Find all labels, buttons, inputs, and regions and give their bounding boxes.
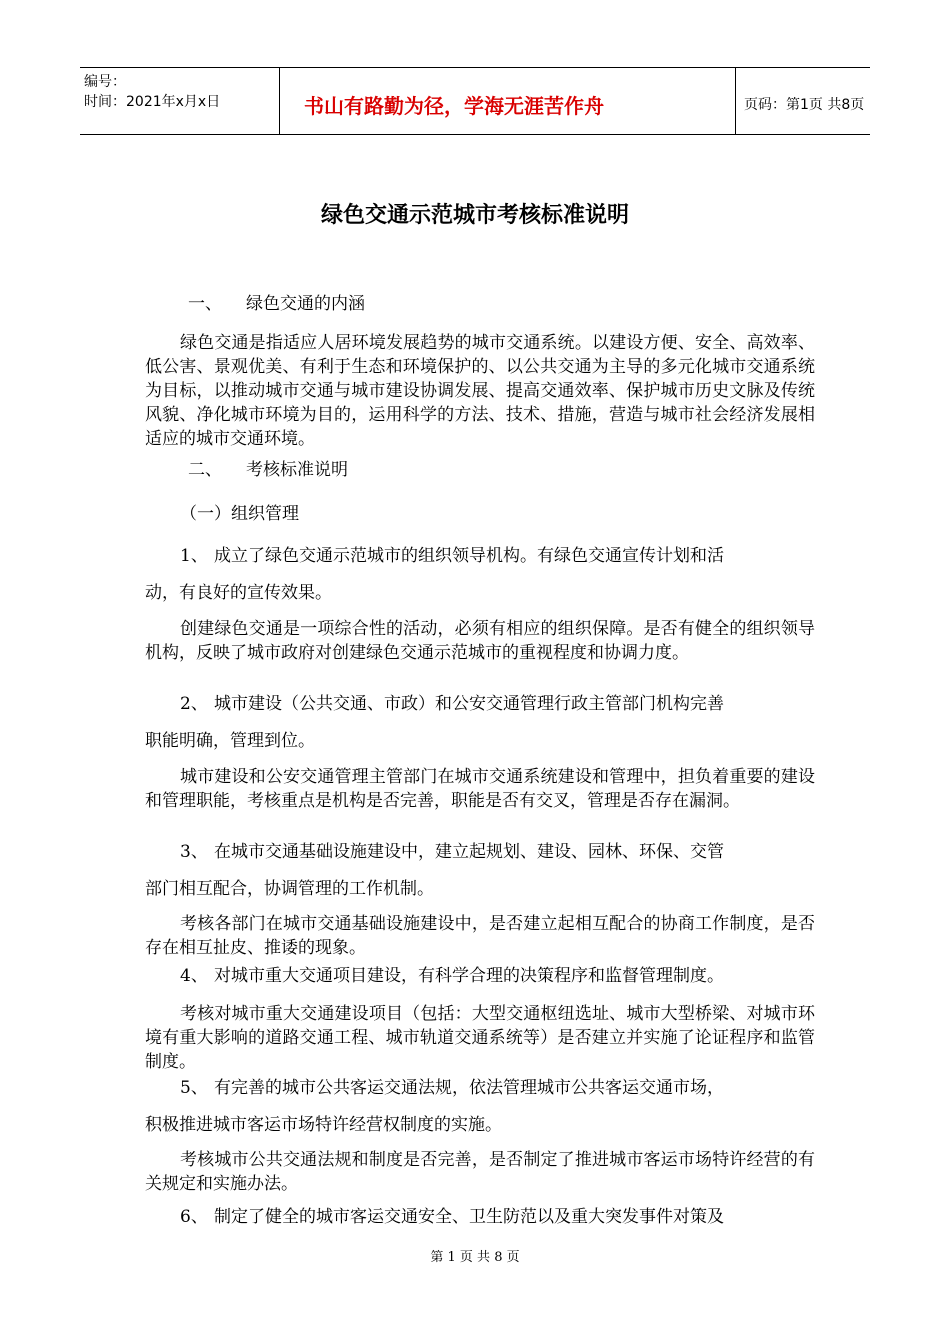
header-meta (80, 68, 280, 134)
list-item-2 (145, 692, 815, 753)
item-num: 2、 (180, 694, 208, 714)
header-page-cell (736, 68, 870, 134)
page-header (80, 67, 870, 135)
item-text-cont: 职能明确，管理到位。 (145, 731, 315, 751)
intro-paragraph: 绿色交通是指适应人居环境发展趋势的城市交通系统。以建设方便、安全、高效率、低公害、景观优美、有利于生态和环境保护的、以公共交通为主导的多元化城市交通系统为目标，以推动城市交通与城市建设协调发展、提高交通效率、保护城市历史文脉及传统风貌、净化城市环境为目的，运用科学的方法、技术、措施，营造与城市社会经济发展相适应的城市交通环境。 (145, 333, 815, 449)
subsection-heading: （一）组织管理 (180, 504, 299, 524)
header-motto-cell (280, 68, 736, 134)
motto-text: 书山有路勤为径，学海无涯苦作舟 (304, 94, 604, 118)
section-title-2: 考核标准说明 (246, 460, 348, 480)
list-item-1 (145, 544, 815, 605)
list-item-6 (145, 1205, 815, 1229)
section-heading-1 (188, 289, 365, 314)
code-label: 编号： (84, 74, 126, 90)
section-num-1: 一、 (188, 294, 222, 314)
item-num: 6、 (180, 1207, 208, 1227)
item-num: 1、 (180, 546, 208, 566)
section-title-1: 绿色交通的内涵 (246, 294, 365, 314)
section-num-2: 二、 (188, 460, 222, 480)
item-text-cont: 部门相互配合，协调管理的工作机制。 (145, 879, 434, 899)
doc-title: 绿色交通示范城市考核标准说明 (320, 203, 629, 228)
explain-paragraph-2: 城市建设和公安交通管理主管部门在城市交通系统建设和管理中，担负着重要的建设和管理职能，考核重点是机构是否完善，职能是否有交叉，管理是否存在漏洞。 (145, 767, 815, 811)
item-num: 3、 (180, 842, 208, 862)
item-text: 城市建设（公共交通、市政）和公安交通管理行政主管部门机构完善 (214, 694, 724, 714)
explain-paragraph-3: 考核各部门在城市交通基础设施建设中，是否建立起相互配合的协商工作制度，是否存在相互扯皮、推诿的现象。 (145, 914, 815, 958)
item-num: 4、 (180, 966, 208, 986)
item-num: 5、 (180, 1078, 208, 1098)
page-footer: 第 1 页 共 8 页 (430, 1250, 520, 1265)
explain-paragraph-1: 创建绿色交通是一项综合性的活动，必须有相应的组织保障。是否有健全的组织领导机构，反映了城市政府对创建绿色交通示范城市的重视程度和协调力度。 (145, 619, 815, 663)
explain-paragraph-5: 考核城市公共交通法规和制度是否完善，是否制定了推进城市客运市场特许经营的有关规定和实施办法。 (145, 1150, 815, 1194)
list-item-3 (145, 840, 815, 901)
item-text: 有完善的城市公共客运交通法规，依法管理城市公共客运交通市场， (214, 1078, 724, 1098)
item-text: 制定了健全的城市客运交通安全、卫生防范以及重大突发事件对策及 (214, 1207, 724, 1227)
item-text-cont: 积极推进城市客运市场特许经营权制度的实施。 (145, 1115, 502, 1135)
section-heading-2 (188, 455, 348, 480)
list-item-5 (145, 1076, 815, 1137)
item-text: 对城市重大交通项目建设，有科学合理的决策程序和监督管理制度。 (214, 966, 724, 986)
explain-paragraph-4: 考核对城市重大交通建设项目（包括：大型交通枢纽选址、城市大型桥梁、对城市环境有重大影响的道路交通工程、城市轨道交通系统等）是否建立并实施了论证程序和监管制度。 (145, 1004, 815, 1072)
list-item-4 (145, 964, 815, 988)
item-text: 在城市交通基础设施建设中，建立起规划、建设、园林、环保、交管 (214, 842, 724, 862)
item-text-cont: 动，有良好的宣传效果。 (145, 583, 332, 603)
page-info: 页码：第1页 共8页 (744, 97, 865, 113)
time-label: 时间：2021年x月x日 (84, 94, 221, 110)
item-text: 成立了绿色交通示范城市的组织领导机构。有绿色交通宣传计划和活 (214, 546, 724, 566)
